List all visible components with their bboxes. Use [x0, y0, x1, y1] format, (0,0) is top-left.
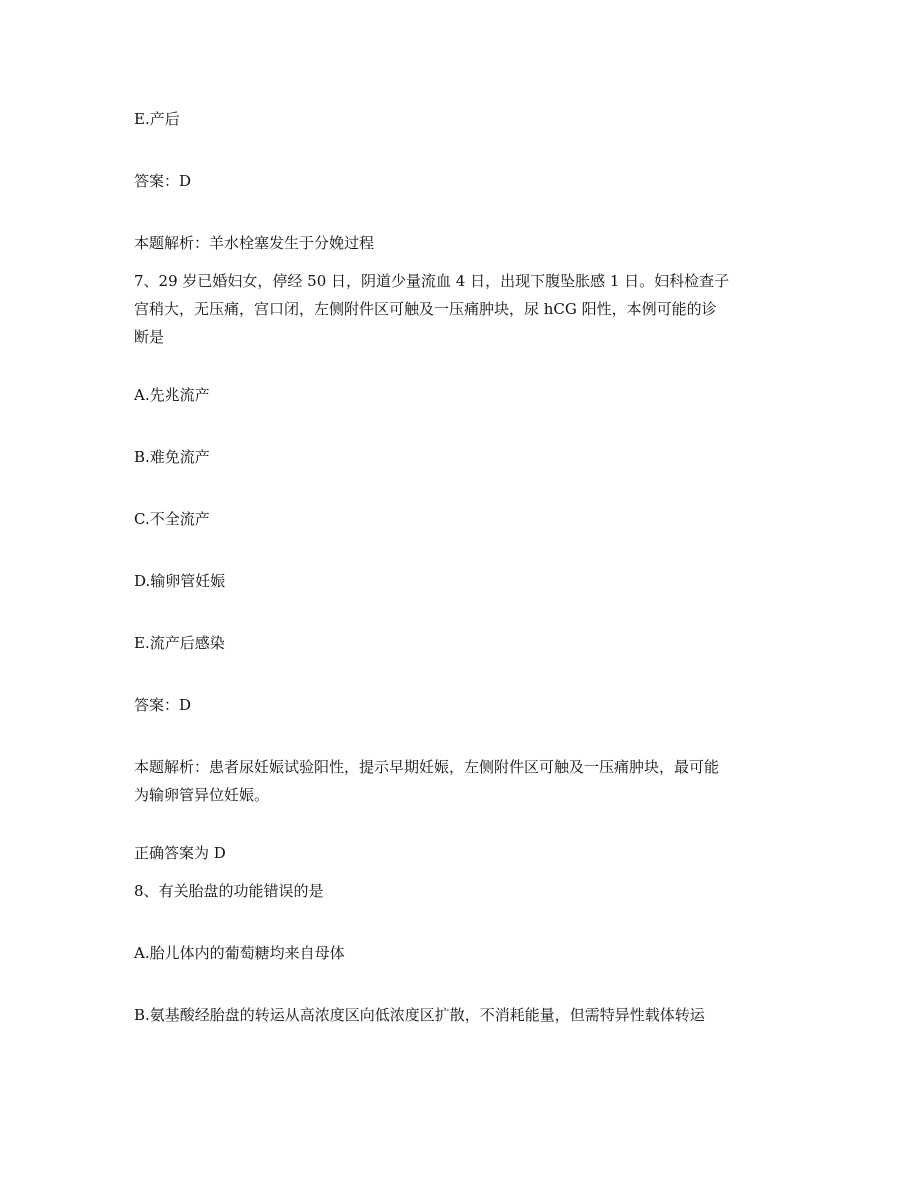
q7-analysis-line-2: 为输卵管异位妊娠。 [134, 786, 270, 804]
q6-option-e: E.产后 [134, 110, 180, 128]
q7-stem-line-2: 宫稍大，无压痛，宫口闭，左侧附件区可触及一压痛肿块，尿 hCG 阳性，本例可能的诊 [134, 300, 717, 318]
q7-option-b: B.难免流产 [134, 448, 210, 466]
q6-answer: 答案：D [134, 172, 192, 190]
q6-analysis: 本题解析：羊水栓塞发生于分娩过程 [134, 234, 375, 252]
q7-answer: 答案：D [134, 696, 192, 714]
q7-option-d: D.输卵管妊娠 [134, 572, 226, 590]
q7-option-c: C.不全流产 [134, 510, 210, 528]
q8-option-a: A.胎儿体内的葡萄糖均来自母体 [134, 944, 345, 962]
q7-option-a: A.先兆流产 [134, 386, 210, 404]
q7-stem-line-3: 断是 [134, 328, 165, 346]
q8-stem: 8、有关胎盘的功能错误的是 [134, 882, 324, 900]
q7-option-e: E.流产后感染 [134, 634, 225, 652]
q8-option-b: B.氨基酸经胎盘的转运从高浓度区向低浓度区扩散，不消耗能量，但需特异性载体转运 [134, 1006, 705, 1024]
q7-stem-line-1: 7、29 岁已婚妇女，停经 50 日，阴道少量流血 4 日，出现下腹坠胀感 1 日。妇科检查子 [134, 272, 730, 290]
q7-analysis-line-1: 本题解析：患者尿妊娠试验阳性，提示早期妊娠，左侧附件区可触及一压痛肿块，最可能 [134, 758, 720, 776]
q7-correct-answer: 正确答案为 D [134, 844, 226, 862]
